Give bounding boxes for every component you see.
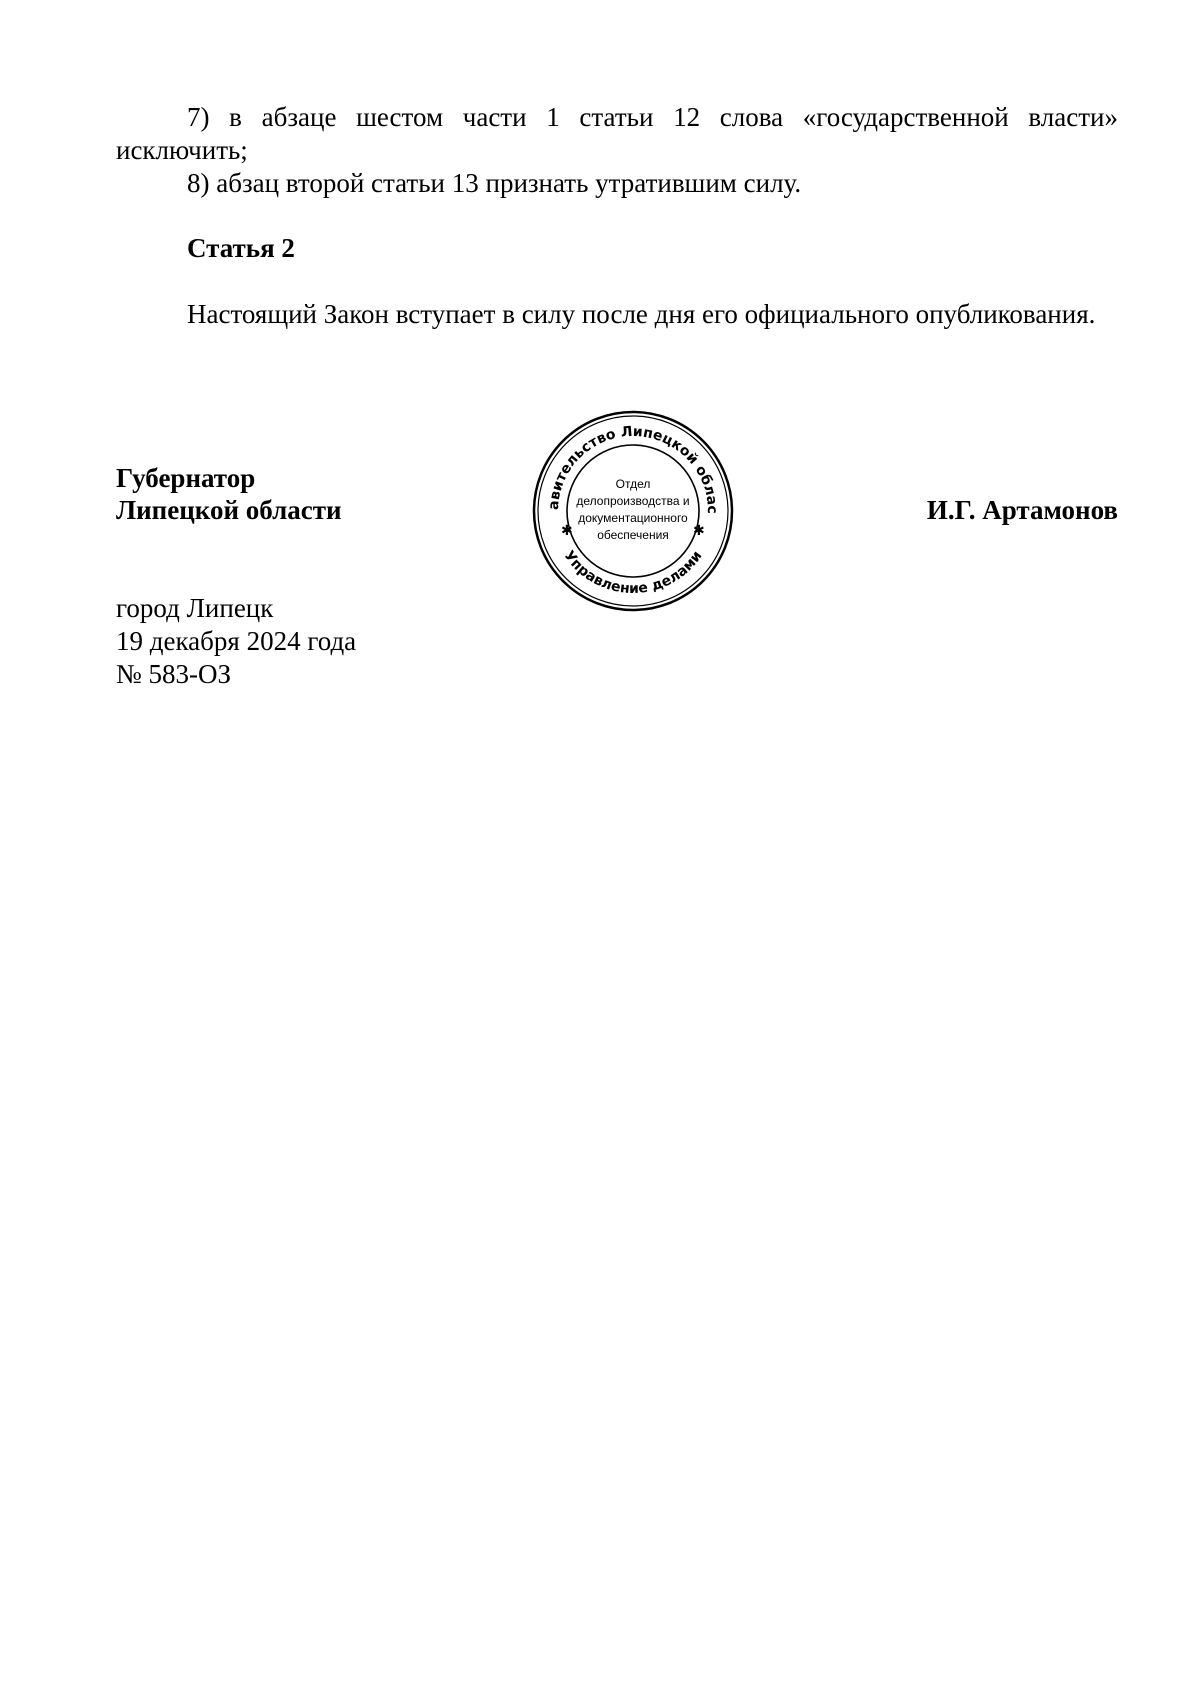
- article-2-text: Настоящий Закон вступает в силу после дня его официального опубликования.: [187, 299, 1096, 329]
- seal-center-line-3: документационного: [578, 511, 688, 525]
- document-number: № 583-ОЗ: [116, 659, 232, 689]
- signatory-title: [116, 462, 342, 526]
- signatory-title-line-1: Губернатор: [116, 463, 256, 493]
- seal-center-line-4: обеспечения: [597, 528, 669, 542]
- seal-graphic: [531, 409, 735, 613]
- seal-outer-text-top: авительство Липецкой облас: [545, 423, 721, 514]
- seal-outer-text-bottom: Управление делами: [560, 548, 706, 598]
- signatory-name: И.Г. Артамонов: [926, 495, 1118, 525]
- seal-center-line-1: Отдел: [615, 477, 651, 491]
- document-date: 19 декабря 2024 года: [116, 626, 357, 656]
- seal-center-line-2: делопроизводства и: [576, 494, 690, 508]
- official-seal: [531, 409, 735, 613]
- document-city: город Липецк: [116, 593, 274, 623]
- signatory-title-line-2: Липецкой области: [116, 495, 342, 525]
- seal-star-right: ✱: [693, 523, 705, 539]
- item-7-paragraph: 7) в абзаце шестом части 1 статьи 12 слова «государственной власти» исключить;: [116, 102, 1118, 165]
- article-2-heading: Статья 2: [187, 233, 295, 263]
- seal-star-left: ✱: [561, 523, 573, 539]
- document-details: [116, 592, 356, 691]
- item-8-paragraph: 8) абзац второй статьи 13 признать утратившим силу.: [187, 168, 802, 198]
